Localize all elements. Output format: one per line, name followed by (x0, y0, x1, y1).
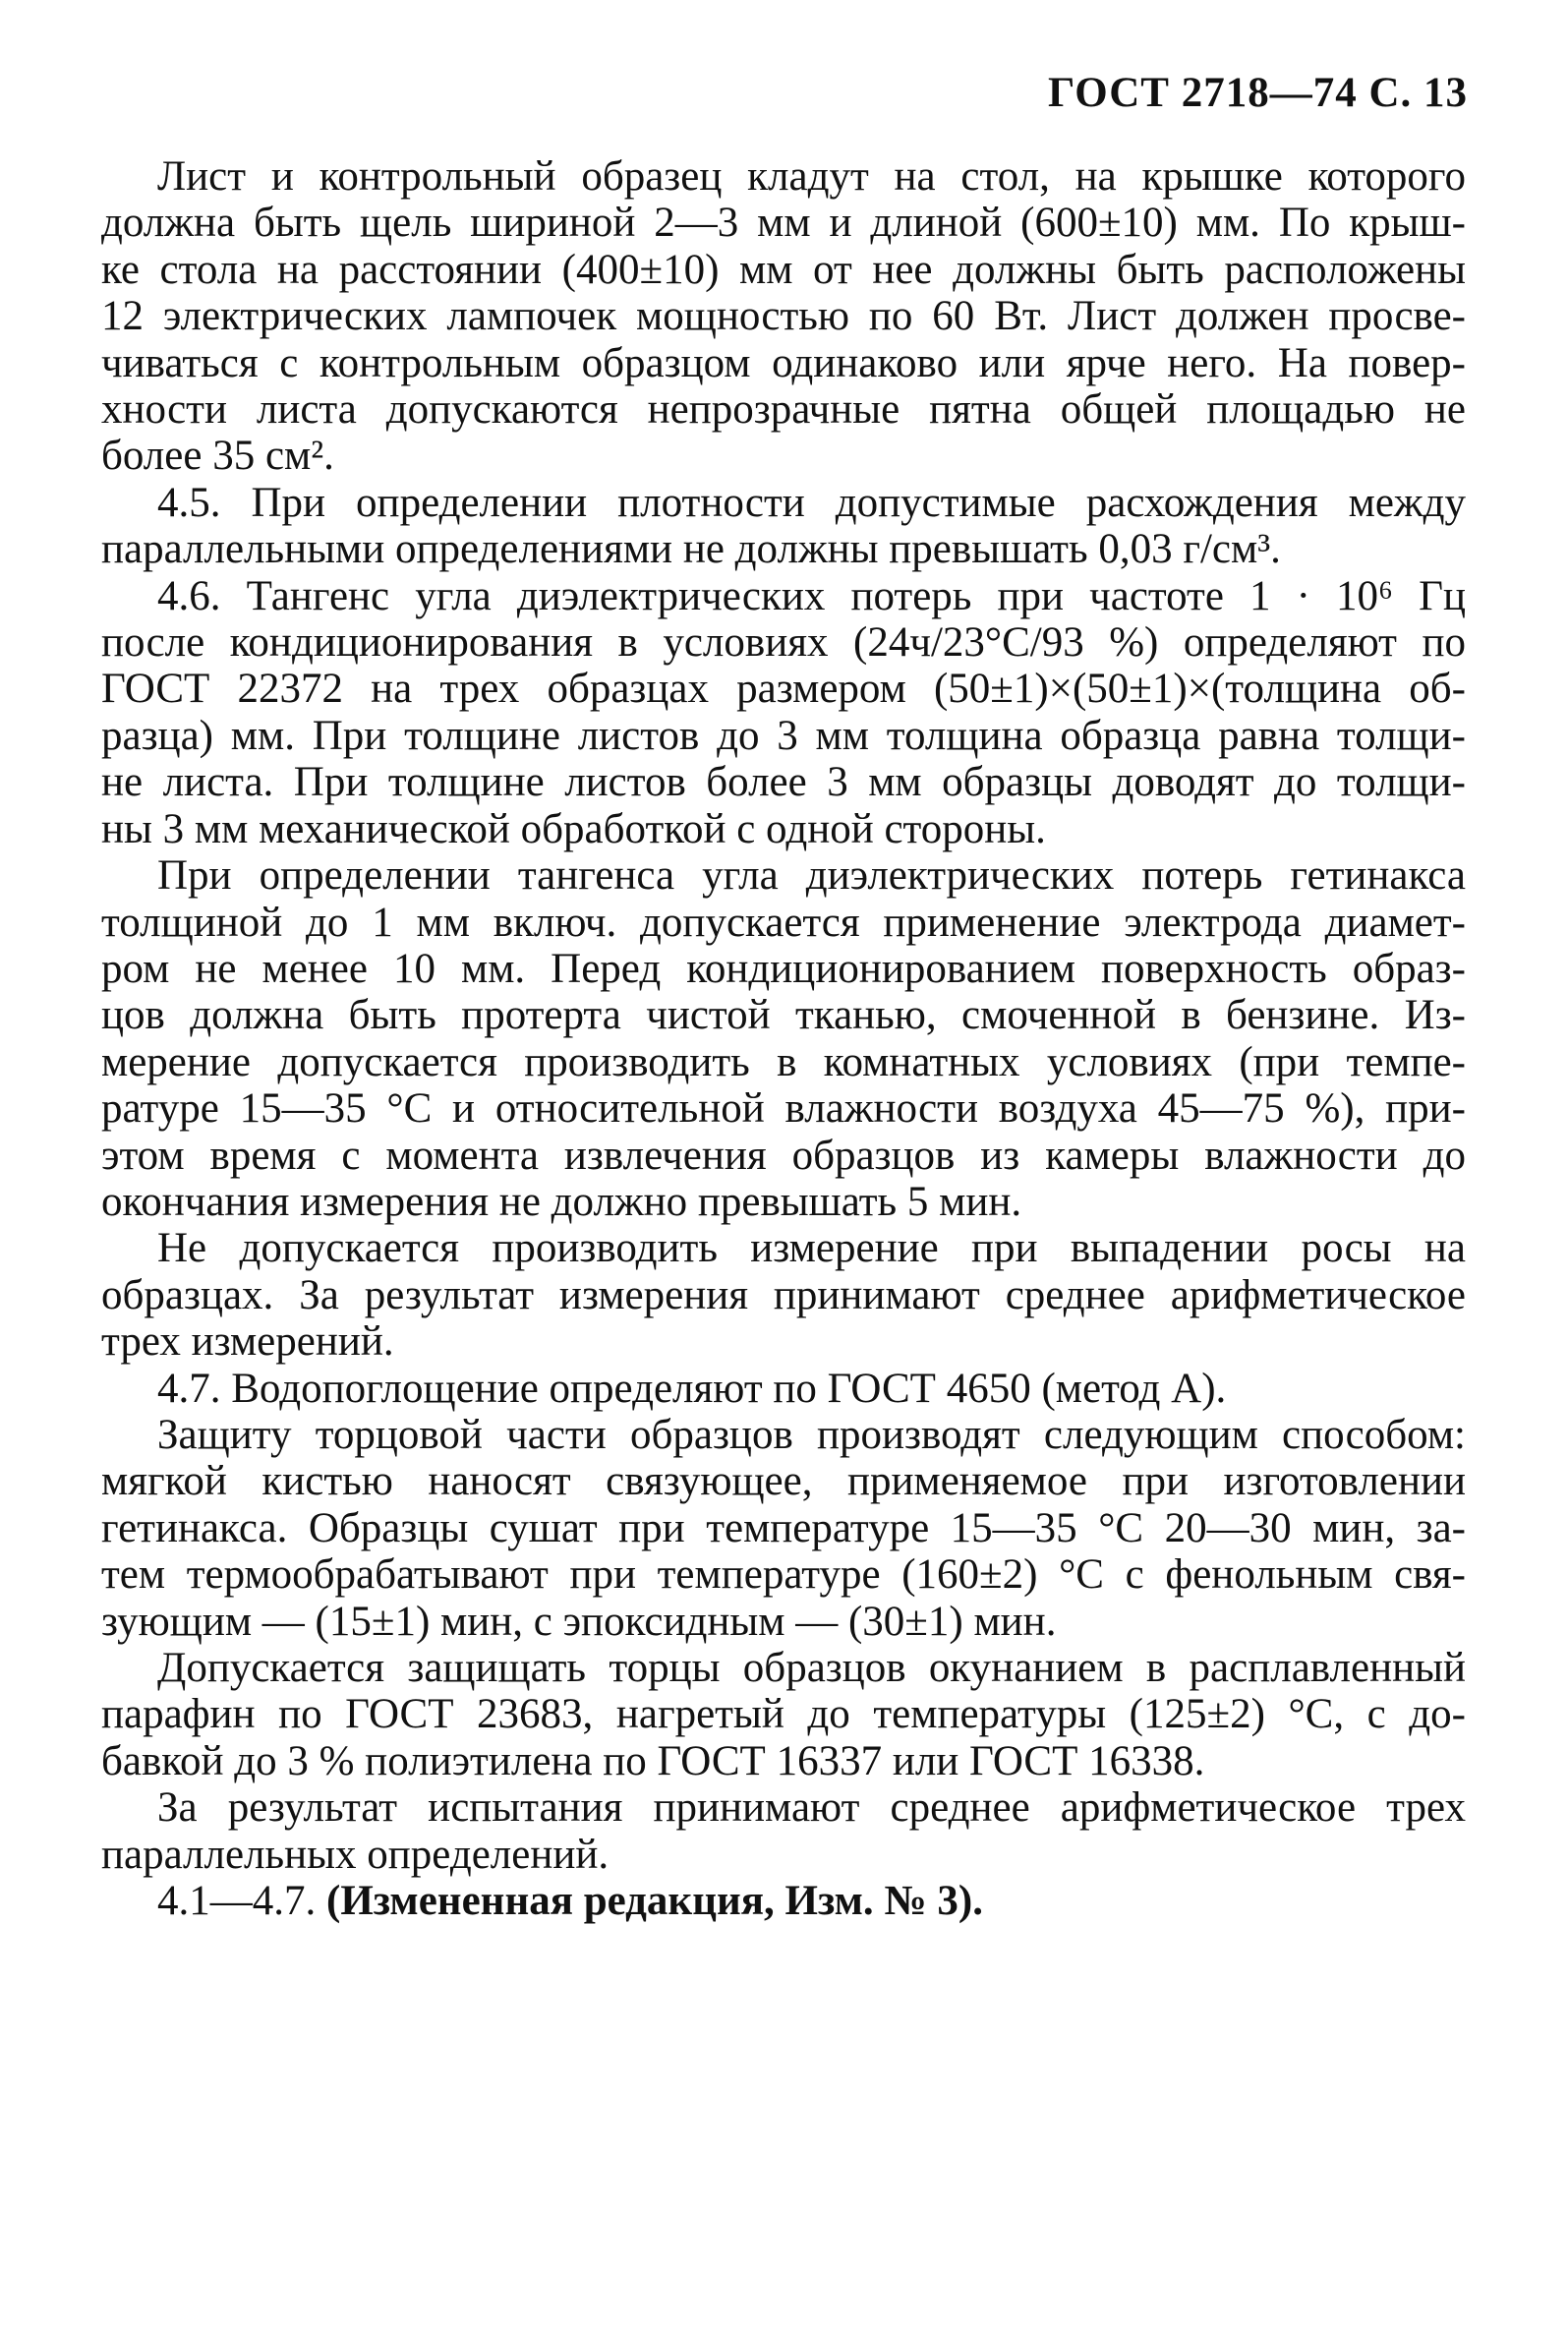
text-line: более 35 см². (101, 433, 334, 480)
text-line: 4.6. Тангенс угла диэлектрических потерь при частоте 1 · 10⁶ Гц (157, 572, 1466, 619)
text-line: чиваться с контрольным образцом одинаково или ярче него. На повер- (101, 339, 1466, 386)
text-line: должна быть щель шириной 2—3 мм и длиной (600±10) мм. По крыш- (101, 200, 1466, 247)
text-line: разца) мм. При толщине листов до 3 мм толщина образца равна толщи- (101, 712, 1466, 759)
text-line: Допускается защищать торцы образцов окунанием в расплавленный (157, 1645, 1466, 1691)
text-line: 4.7. Водопоглощение определяют по ГОСТ 4650 (метод А). (157, 1365, 1227, 1412)
amendment-note (101, 1878, 1466, 1924)
text-line: бавкой до 3 % полиэтилена по ГОСТ 16337 или ГОСТ 16338. (101, 1737, 1205, 1784)
text-line: параллельными определениями не должны превышать 0,03 г/см³. (101, 526, 1281, 573)
text-line: 12 электрических лампочек мощностью по 60 Вт. Лист должен просве- (101, 293, 1466, 340)
text-line: ке стола на расстоянии (400±10) мм от нее должны быть расположены (101, 246, 1466, 293)
text-line: При определении тангенса угла диэлектрических потерь гетинакса (157, 852, 1466, 900)
text-line: трех измерений. (101, 1318, 394, 1366)
text-line: тем термообрабатывают при температуре (160±2) °С с фенольным свя- (101, 1551, 1466, 1599)
text-line: Защиту торцовой части образцов производят следующим способом: (157, 1411, 1466, 1458)
text-line: 4.5. При определении плотности допустимые расхождения между (157, 479, 1466, 526)
text-line: гетинакса. Образцы сушат при температуре 15—35 °С 20—30 мин, за- (101, 1504, 1466, 1551)
text-line: после кондиционирования в условиях (24ч/23°С/93 %) определяют по (101, 619, 1466, 667)
text-line: образцах. За результат измерения принимают среднее арифметическое (101, 1271, 1466, 1318)
text-line: хности листа допускаются непрозрачные пятна общей площадью не (101, 386, 1466, 434)
text-line: окончания измерения не должно превышать 5 мин. (101, 1178, 1022, 1225)
text-line: ратуре 15—35 °С и относительной влажности воздуха 45—75 %), при- (101, 1085, 1466, 1133)
running-header: ГОСТ 2718—74 С. 13 (1047, 70, 1468, 116)
text-line: этом время с момента извлечения образцов из камеры влажности до (101, 1132, 1466, 1179)
text-line: ГОСТ 22372 на трех образцах размером (50±1)×(50±1)×(толщина об- (101, 666, 1466, 713)
text-line: мерение допускается производить в комнатных условиях (при темпе- (101, 1038, 1466, 1085)
text-line: не листа. При толщине листов более 3 мм образцы доводят до толщи- (101, 759, 1466, 806)
text-line: За результат испытания принимают среднее арифметическое трех (157, 1784, 1466, 1832)
body-text (101, 153, 1466, 1924)
text-line: ны 3 мм механической обработкой с одной стороны. (101, 805, 1046, 852)
text-line: зующим — (15±1) мин, с эпоксидным — (30±1) мин. (101, 1598, 1057, 1645)
amendment-prefix: 4.1—4.7. (157, 1878, 326, 1925)
text-line: толщиной до 1 мм включ. допускается применение электрода диамет- (101, 899, 1466, 946)
amendment-label: (Измененная редакция, Изм. № 3). (326, 1878, 983, 1925)
text-line: парафин по ГОСТ 23683, нагретый до температуры (125±2) °С, с до- (101, 1691, 1466, 1738)
text-line: ром не менее 10 мм. Перед кондиционированием поверхность образ- (101, 945, 1466, 992)
text-line: Не допускается производить измерение при выпадении росы на (157, 1225, 1466, 1272)
text-line: мягкой кистью наносят связующее, применяемое при изготовлении (101, 1458, 1466, 1505)
text-line: Лист и контрольный образец кладут на стол, на крышке которого (157, 153, 1466, 200)
text-line: параллельных определений. (101, 1831, 610, 1878)
text-line: цов должна быть протерта чистой тканью, смоченной в бензине. Из- (101, 992, 1466, 1039)
